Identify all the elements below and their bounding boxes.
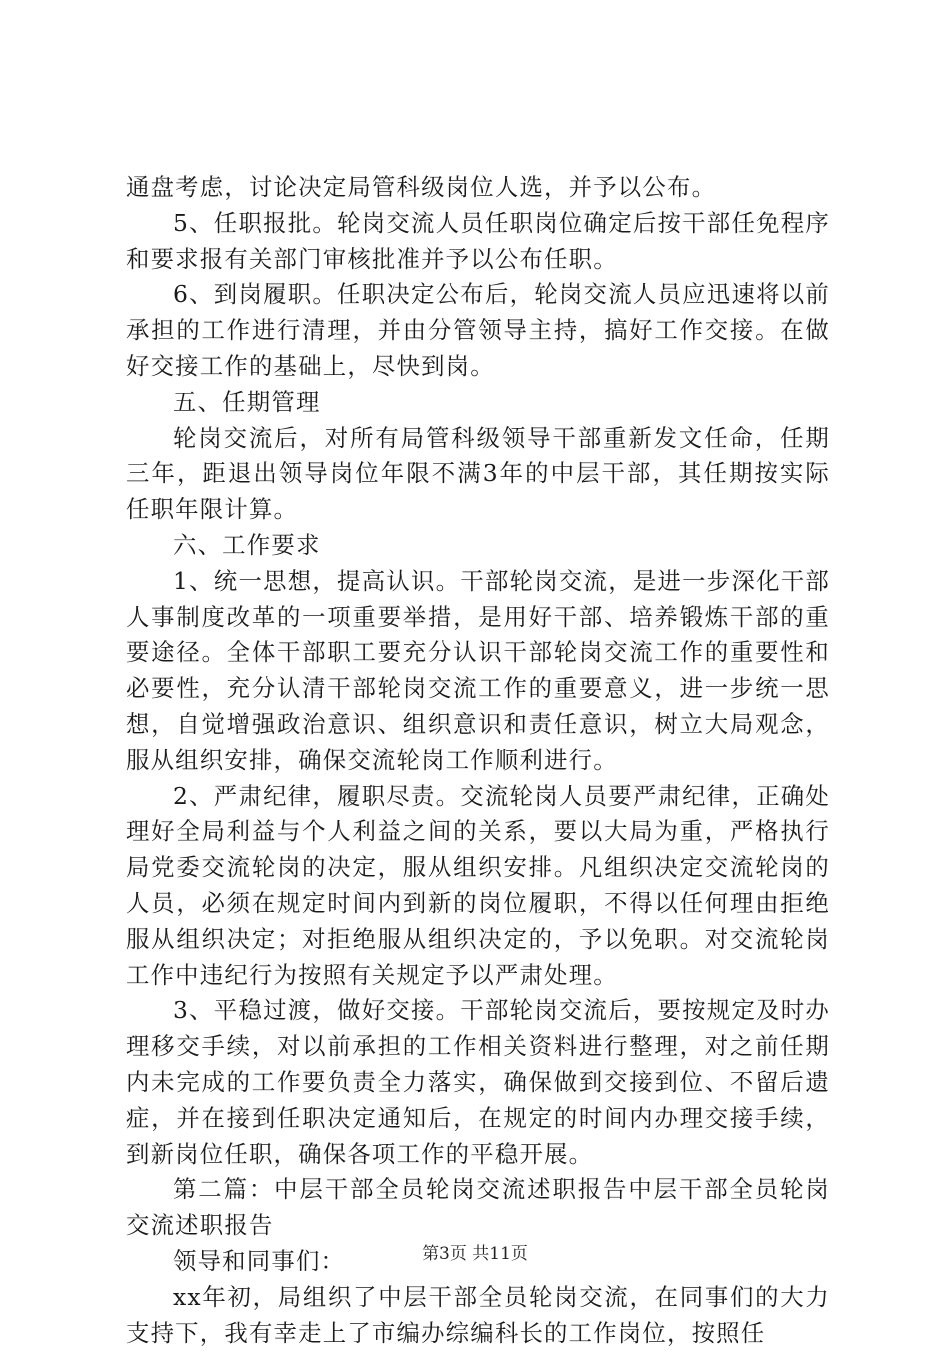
paragraph-requirement-3: 3、平稳过渡，做好交接。干部轮岗交流后，要按规定及时办理移交手续，对以前承担的工作相关资料进行整理，对之前任期内未完成的工作要负责全力落实，确保做到交接到位、不留后遗症，并在接到任职决定通知后，在规定的时间内办理交接手续，到新岗位任职，确保各项工作的平稳开展。 [126,996,830,1168]
paragraph-term-management: 轮岗交流后，对所有局管科级领导干部重新发文任命，任期三年，距退出领导岗位年限不满3年的中层干部，其任期按实际任职年限计算。 [126,423,830,524]
chapter-heading-part-two: 第二篇：中层干部全员轮岗交流述职报告中层干部全员轮岗交流述职报告 [126,1175,830,1240]
page-number-footer: 第3页 共11页 [422,1244,528,1264]
paragraph-requirement-1: 1、统一思想，提高认识。干部轮岗交流，是进一步深化干部人事制度改革的一项重要举措，是用好干部、培养锻炼干部的重要途径。全体干部职工要充分认识干部轮岗交流工作的重要性和必要性，充分认清干部轮岗交流工作的重要意义，进一步统一思想，自觉增强政治意识、组织意识和责任意识，树立大局观念，服从组织安排，确保交流轮岗工作顺利进行。 [126,566,830,774]
paragraph-continuation: 通盘考虑，讨论决定局管科级岗位人选，并予以公布。 [126,173,717,201]
section-heading-work-requirements: 六、工作要求 [173,530,321,559]
document-body [126,170,830,1351]
paragraph-requirement-2: 2、严肃纪律，履职尽责。交流轮岗人员要严肃纪律，正确处理好全局利益与个人利益之间的关系，要以大局为重，严格执行局党委交流轮岗的决定，服从组织安排。凡组织决定交流轮岗的人员，必须在规定时间内到新的岗位履职，不得以任何理由拒绝服从组织决定；对拒绝服从组织决定的，予以免职。对交流轮岗工作中违纪行为按照有关规定予以严肃处理。 [126,781,830,989]
paragraph-report-opening: xx年初，局组织了中层干部全员轮岗交流，在同事们的大力支持下，我有幸走上了市编办综编科长的工作岗位，按照任 [126,1282,830,1347]
paragraph-item-5: 5、任职报批。轮岗交流人员任职岗位确定后按干部任免程序和要求报有关部门审核批准并予以公布任职。 [126,208,830,273]
salutation: 领导和同事们： [173,1246,346,1275]
section-heading-term-management: 五、任期管理 [173,387,321,416]
paragraph-item-6: 6、到岗履职。任职决定公布后，轮岗交流人员应迅速将以前承担的工作进行清理，并由分管领导主持，搞好工作交接。在做好交接工作的基础上，尽快到岗。 [126,280,830,380]
